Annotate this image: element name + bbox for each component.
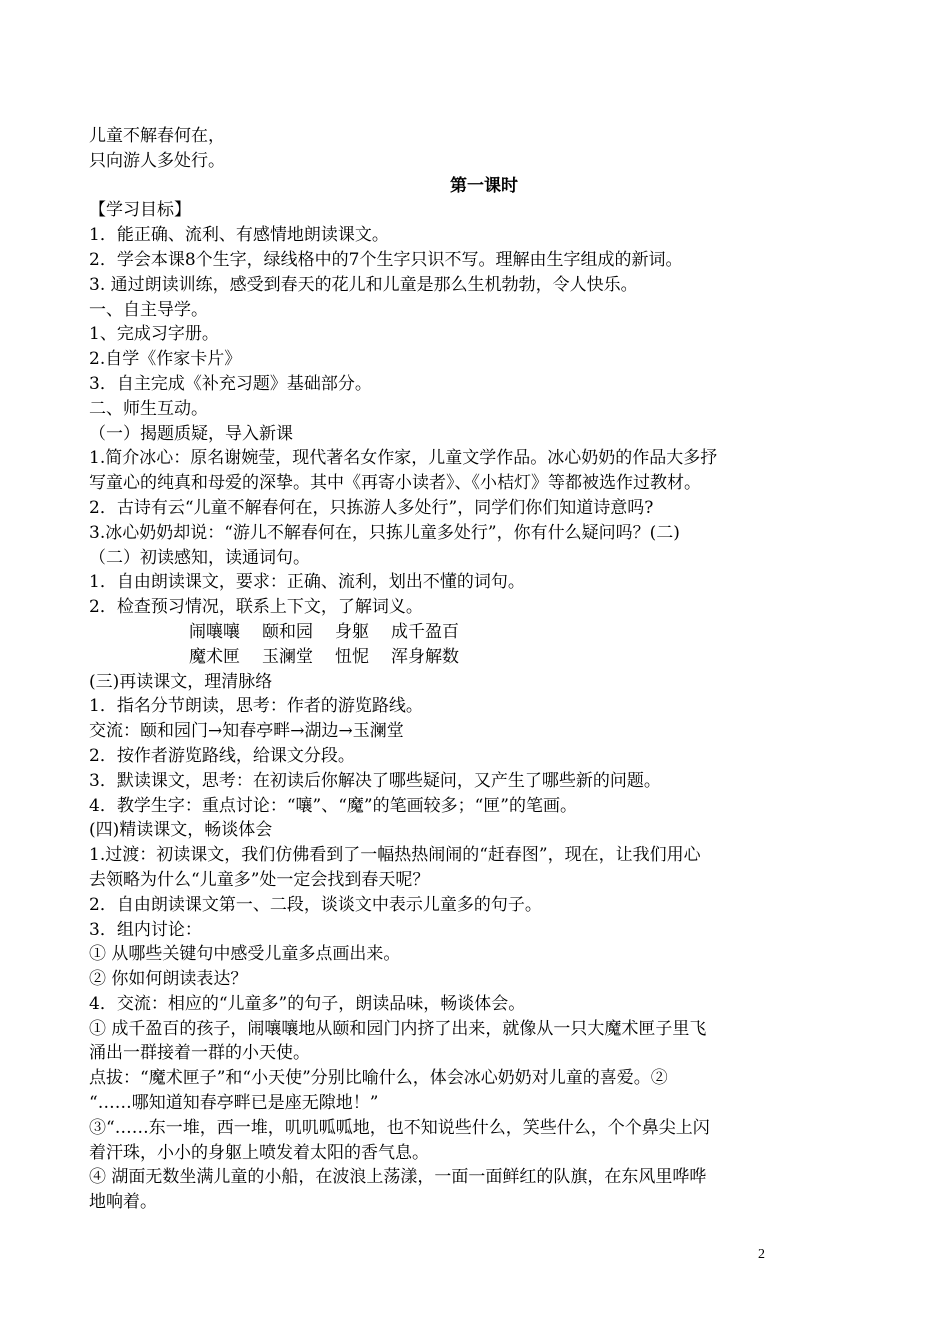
poem-line-1: 儿童不解春何在， xyxy=(89,126,225,146)
text-line: 4．交流：相应的“儿童多”的句子，朗读品味，畅谈体会。 xyxy=(89,993,526,1014)
vocab-word: 颐和园 xyxy=(262,621,313,642)
section-title: 第一课时 xyxy=(450,175,518,196)
text-line: 涌出一群接着一群的小天使。 xyxy=(89,1043,310,1064)
vocab-word: 忸怩 xyxy=(335,646,369,667)
text-line: 1．自由朗读课文，要求：正确、流利，划出不懂的词句。 xyxy=(89,572,525,593)
text-line: ④ 湖面无数坐满儿童的小船，在波浪上荡漾，一面一面鲜红的队旗，在东风里哗哗 xyxy=(89,1167,707,1188)
vocab-word: 成千盈百 xyxy=(391,621,459,642)
vocab-word: 闹嚷嚷 xyxy=(189,621,240,642)
text-line: “……哪知道知春亭畔已是座无隙地！” xyxy=(89,1093,379,1114)
text-line: 1.过渡：初读课文，我们仿佛看到了一幅热热闹闹的“赶春图”，现在，让我们用心 xyxy=(89,845,701,866)
subheading: (三)再读课文，理清脉络 xyxy=(89,671,273,692)
text-line: 1．能正确、流利、有感情地朗读课文。 xyxy=(89,225,389,246)
heading-self-study: 一、自主导学。 xyxy=(89,299,208,320)
heading-interaction: 二、师生互动。 xyxy=(89,398,208,419)
text-line: 着汗珠，小小的身躯上喷发着太阳的香气息。 xyxy=(89,1142,429,1163)
text-line: 2．自由朗读课文第一、二段，谈谈文中表示儿童多的句子。 xyxy=(89,894,542,915)
text-line: 2．古诗有云“儿童不解春何在，只拣游人多处行”，同学们你们知道诗意吗? xyxy=(89,497,654,518)
subheading: （一）揭题质疑，导入新课 xyxy=(89,423,293,444)
text-line: 写童心的纯真和母爱的深挚。其中《再寄小读者》、《小桔灯》等都被选作过教材。 xyxy=(89,473,701,494)
text-line: 2．按作者游览路线，给课文分段。 xyxy=(89,745,355,766)
vocab-word: 浑身解数 xyxy=(391,646,459,667)
subheading: (四)精读课文，畅谈体会 xyxy=(89,820,273,841)
text-line: 地响着。 xyxy=(89,1192,157,1213)
text-line: 1．指名分节朗读，思考：作者的游览路线。 xyxy=(89,696,423,717)
text-line: 3. 通过朗读训练，感受到春天的花儿和儿童是那么生机勃勃，令人快乐。 xyxy=(89,274,638,295)
vocab-row-2 xyxy=(89,645,879,670)
text-line: 3．自主完成《补充习题》基础部分。 xyxy=(89,373,372,394)
text-line: ② 你如何朗读表达？ xyxy=(89,969,248,990)
text-line: 1.简介冰心：原名谢婉莹，现代著名女作家，儿童文学作品。冰心奶奶的作品大多抒 xyxy=(89,448,718,469)
poem-line-2: 只向游人多处行。 xyxy=(89,150,225,171)
vocab-word: 身躯 xyxy=(335,621,369,642)
text-line: 去领略为什么“儿童多”处一定会找到春天呢？ xyxy=(89,869,430,890)
text-line: 点拔：“魔术匣子”和“小天使”分别比喻什么，体会冰心奶奶对儿童的喜爱。② xyxy=(89,1068,668,1089)
text-line: 4．教学生字：重点讨论：“嚷”、“魔”的笔画较多；“匣”的笔画。 xyxy=(89,795,577,816)
text-line: 3．默读课文，思考：在初读后你解决了哪些疑问，又产生了哪些新的问题。 xyxy=(89,770,661,791)
vocab-word: 玉澜堂 xyxy=(262,646,313,667)
vocab-word: 魔术匣 xyxy=(189,646,240,667)
text-line: 2．检查预习情况，联系上下文，了解词义。 xyxy=(89,597,423,618)
text-line: 交流：颐和园门→知春亭畔→湖边→玉澜堂 xyxy=(89,721,404,742)
document-body xyxy=(89,124,879,1215)
text-line: 3．组内讨论： xyxy=(89,919,202,940)
text-line: 3.冰心奶奶却说：“游儿不解春何在，只拣儿童多处行”，你有什么疑问吗？(二) xyxy=(89,522,680,543)
heading-learning-goals: 【学习目标】 xyxy=(89,200,191,221)
text-line: 2．学会本课8个生字，绿线格中的7个生字只识不写。理解由生字组成的新词。 xyxy=(89,249,683,270)
page-number: 2 xyxy=(758,1247,765,1262)
vocab-row-1 xyxy=(89,620,879,645)
text-line: ① 成千盈百的孩子，闹嚷嚷地从颐和园门内挤了出来，就像从一只大魔术匣子里飞 xyxy=(89,1018,707,1039)
text-line: ③“……东一堆，西一堆，叽叽呱呱地，也不知说些什么，笑些什么，个个鼻尖上闪 xyxy=(89,1117,710,1138)
subheading: （二）初读感知，读通词句。 xyxy=(89,547,310,568)
text-line: 2.自学《作家卡片》 xyxy=(89,349,242,370)
text-line: 1、完成习字册。 xyxy=(89,324,219,345)
text-line: ① 从哪些关键句中感受儿童多点画出来。 xyxy=(89,944,401,965)
